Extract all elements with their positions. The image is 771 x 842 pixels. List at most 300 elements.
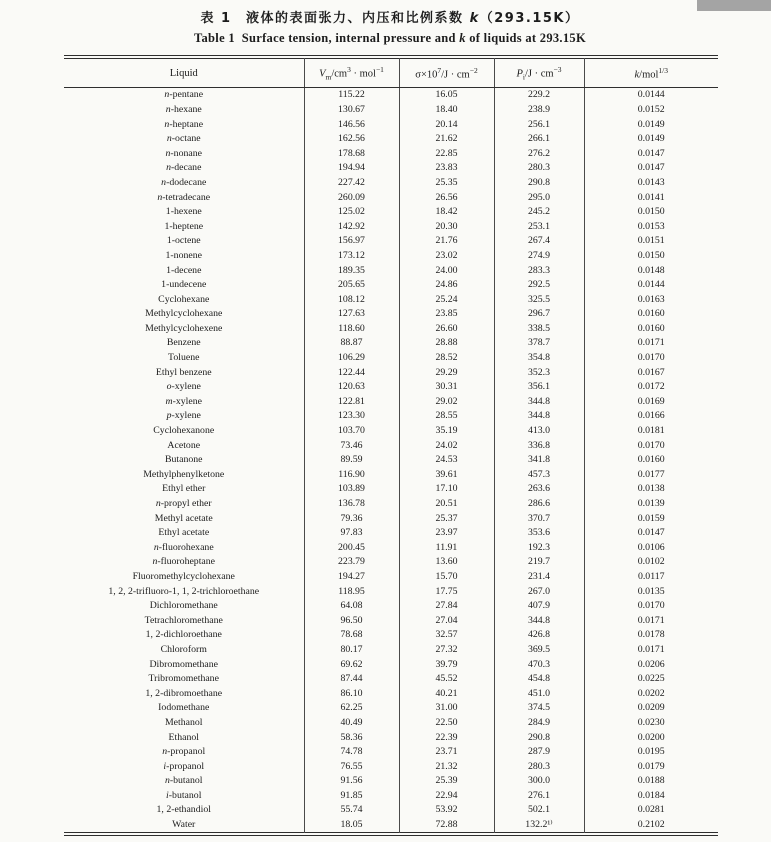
liquids-data-table — [64, 58, 718, 833]
k-value: 0.0172 — [584, 380, 718, 395]
vm-value: 178.68 — [304, 146, 399, 161]
liquid-name: Dichloromethane — [149, 600, 218, 612]
sigma-value: 24.86 — [399, 278, 494, 293]
table-row — [64, 613, 718, 628]
liquid-name: n-propanol — [162, 746, 206, 758]
liquid-name: Chloroform — [160, 643, 207, 655]
pi-value: 192.3 — [494, 540, 584, 555]
vm-value: 55.74 — [304, 803, 399, 818]
table-row — [64, 584, 718, 599]
table-title-chinese: 表 1 液体的表面张力、内压和比例系数 k（293.15K） — [200, 11, 580, 26]
sigma-value: 30.31 — [399, 380, 494, 395]
k-value: 0.0159 — [584, 511, 718, 526]
liquid-name: Ethanol — [168, 731, 199, 743]
sigma-value: 24.02 — [399, 438, 494, 453]
sigma-value: 26.60 — [399, 322, 494, 337]
pi-value: 352.3 — [494, 365, 584, 380]
liquid-name: Tetrachloromethane — [144, 614, 223, 626]
vm-value: 40.49 — [304, 716, 399, 731]
vm-value: 156.97 — [304, 234, 399, 249]
vm-value: 194.94 — [304, 161, 399, 176]
vm-value: 122.44 — [304, 365, 399, 380]
k-value: 0.0179 — [584, 759, 718, 774]
liquid-name: Benzene — [166, 337, 201, 349]
k-value: 0.0170 — [584, 599, 718, 614]
k-value: 0.0144 — [584, 88, 718, 103]
table-row — [64, 643, 718, 658]
vm-value: 130.67 — [304, 103, 399, 118]
liquid-name: Ethyl ether — [162, 483, 206, 495]
liquid-name: o-xylene — [166, 381, 201, 393]
liquid-name: n-fluoroheptane — [152, 556, 216, 568]
k-value: 0.0117 — [584, 570, 718, 585]
pi-value: 238.9 — [494, 103, 584, 118]
table-row — [64, 190, 718, 205]
liquid-name: Methylcyclohexane — [145, 308, 223, 320]
pi-value: 336.8 — [494, 438, 584, 453]
pi-value: 325.5 — [494, 292, 584, 307]
table-row — [64, 745, 718, 760]
pi-value: 292.5 — [494, 278, 584, 293]
sigma-value: 27.84 — [399, 599, 494, 614]
table-row — [64, 657, 718, 672]
k-value: 0.0144 — [584, 278, 718, 293]
vm-value: 205.65 — [304, 278, 399, 293]
sigma-value: 13.60 — [399, 555, 494, 570]
table-row — [64, 409, 718, 424]
sigma-value: 22.39 — [399, 730, 494, 745]
liquid-name: Cyclohexane — [158, 293, 210, 305]
pi-value: 354.8 — [494, 351, 584, 366]
pi-value: 276.2 — [494, 146, 584, 161]
vm-value: 223.79 — [304, 555, 399, 570]
liquid-name: n-hexane — [165, 103, 202, 115]
table-row — [64, 161, 718, 176]
column-header-k-coefficient: k/mol$^{1/3}$ — [584, 59, 718, 88]
sigma-value: 23.71 — [399, 745, 494, 760]
vm-value: 115.22 — [304, 88, 399, 103]
liquid-name: 1-octene — [166, 235, 201, 247]
k-value: 0.0170 — [584, 438, 718, 453]
liquid-name: Methylcyclohexene — [145, 322, 223, 334]
k-value: 0.0151 — [584, 234, 718, 249]
k-value: 0.0138 — [584, 482, 718, 497]
column-header-molar-volume: $V_m/cm^3 \cdot mol^{-1}$ — [304, 59, 399, 88]
sigma-value: 45.52 — [399, 672, 494, 687]
table-title-english: Table 1 Surface tension, internal pressure and k of liquids at 293.15K — [194, 31, 586, 45]
k-value: 0.0150 — [584, 205, 718, 220]
table-row — [64, 88, 718, 103]
table-row — [64, 526, 718, 541]
liquid-name: n-octane — [166, 133, 201, 145]
sigma-value: 16.05 — [399, 88, 494, 103]
vm-value: 86.10 — [304, 686, 399, 701]
sigma-value: 18.40 — [399, 103, 494, 118]
sigma-value: 28.52 — [399, 351, 494, 366]
vm-value: 227.42 — [304, 176, 399, 191]
vm-value: 118.95 — [304, 584, 399, 599]
k-value: 0.0166 — [584, 409, 718, 424]
vm-value: 58.36 — [304, 730, 399, 745]
pi-value: 287.9 — [494, 745, 584, 760]
pi-value: 245.2 — [494, 205, 584, 220]
table-row — [64, 351, 718, 366]
sigma-value: 23.97 — [399, 526, 494, 541]
table-row — [64, 570, 718, 585]
table-row — [64, 438, 718, 453]
vm-value: 142.92 — [304, 219, 399, 234]
sigma-value: 22.50 — [399, 716, 494, 731]
k-value: 0.0163 — [584, 292, 718, 307]
table-row — [64, 292, 718, 307]
liquid-name: i-butanol — [166, 789, 202, 801]
liquid-name: n-dodecane — [161, 176, 207, 188]
pi-value: 378.7 — [494, 336, 584, 351]
sigma-value: 39.79 — [399, 657, 494, 672]
pi-value: 353.6 — [494, 526, 584, 541]
table-row — [64, 365, 718, 380]
sigma-value: 27.32 — [399, 643, 494, 658]
k-value: 0.0147 — [584, 161, 718, 176]
vm-value: 103.70 — [304, 424, 399, 439]
liquid-name: Methyl acetate — [154, 512, 213, 524]
table-row — [64, 453, 718, 468]
k-value: 0.0149 — [584, 132, 718, 147]
vm-value: 200.45 — [304, 540, 399, 555]
sigma-value: 32.57 — [399, 628, 494, 643]
liquid-name: i-propanol — [163, 760, 205, 772]
table-row — [64, 599, 718, 614]
liquid-name: Toluene — [168, 352, 200, 364]
vm-value: 146.56 — [304, 117, 399, 132]
table-row — [64, 263, 718, 278]
sigma-value: 39.61 — [399, 467, 494, 482]
table-row — [64, 686, 718, 701]
sigma-value: 20.30 — [399, 219, 494, 234]
k-value: 0.2102 — [584, 818, 718, 833]
liquid-name: m-xylene — [165, 395, 202, 407]
pi-value: 344.8 — [494, 613, 584, 628]
pi-value: 290.8 — [494, 730, 584, 745]
k-value: 0.0225 — [584, 672, 718, 687]
column-header-surface-tension: $\sigma\times 10^7/J \cdot cm^{-2}$ — [399, 59, 494, 88]
pi-value: 286.6 — [494, 497, 584, 512]
vm-value: 106.29 — [304, 351, 399, 366]
table-row — [64, 103, 718, 118]
pi-value: 276.1 — [494, 789, 584, 804]
k-value: 0.0171 — [584, 613, 718, 628]
pi-value: 290.8 — [494, 176, 584, 191]
sigma-value: 35.19 — [399, 424, 494, 439]
sigma-value: 40.21 — [399, 686, 494, 701]
table-row — [64, 146, 718, 161]
pi-value: 283.3 — [494, 263, 584, 278]
pi-value: 338.5 — [494, 322, 584, 337]
k-value: 0.0150 — [584, 249, 718, 264]
sigma-value: 21.32 — [399, 759, 494, 774]
vm-value: 260.09 — [304, 190, 399, 205]
k-value: 0.0143 — [584, 176, 718, 191]
liquid-name: n-butanol — [164, 775, 203, 787]
column-header-liquid: Liquid — [64, 59, 304, 88]
table-titles — [60, 7, 720, 46]
k-value: 0.0167 — [584, 365, 718, 380]
k-value: 0.0147 — [584, 146, 718, 161]
sigma-value: 18.42 — [399, 205, 494, 220]
vm-value: 118.60 — [304, 322, 399, 337]
vm-value: 194.27 — [304, 570, 399, 585]
liquid-name: Butanone — [164, 454, 203, 466]
pi-value: 219.7 — [494, 555, 584, 570]
pi-value: 132.2¹⁾ — [494, 818, 584, 833]
liquid-name: n-tetradecane — [157, 191, 211, 203]
pi-value: 413.0 — [494, 424, 584, 439]
sigma-value: 24.53 — [399, 453, 494, 468]
vm-value: 125.02 — [304, 205, 399, 220]
liquid-name: 1, 2, 2-trifluoro-1, 1, 2-trichloroethane — [108, 585, 260, 597]
table-row — [64, 322, 718, 337]
liquid-name: n-nonane — [165, 147, 202, 159]
pi-value: 470.3 — [494, 657, 584, 672]
k-value: 0.0139 — [584, 497, 718, 512]
k-value: 0.0206 — [584, 657, 718, 672]
pi-value: 502.1 — [494, 803, 584, 818]
vm-value: 73.46 — [304, 438, 399, 453]
sigma-value: 25.35 — [399, 176, 494, 191]
k-value: 0.0148 — [584, 263, 718, 278]
table-row — [64, 132, 718, 147]
table-row — [64, 672, 718, 687]
liquid-name: Fluoromethylcyclohexane — [132, 570, 235, 582]
liquid-name: 1-nonene — [165, 249, 202, 261]
sigma-value: 17.75 — [399, 584, 494, 599]
pi-value: 300.0 — [494, 774, 584, 789]
vm-value: 80.17 — [304, 643, 399, 658]
k-value: 0.0149 — [584, 117, 718, 132]
table-row — [64, 117, 718, 132]
vm-value: 173.12 — [304, 249, 399, 264]
k-value: 0.0188 — [584, 774, 718, 789]
k-value: 0.0181 — [584, 424, 718, 439]
table-row — [64, 803, 718, 818]
k-value: 0.0160 — [584, 307, 718, 322]
table-row — [64, 176, 718, 191]
vm-value: 120.63 — [304, 380, 399, 395]
k-value: 0.0153 — [584, 219, 718, 234]
sigma-value: 20.51 — [399, 497, 494, 512]
pi-value: 231.4 — [494, 570, 584, 585]
vm-value: 123.30 — [304, 409, 399, 424]
sigma-value: 23.85 — [399, 307, 494, 322]
k-value: 0.0202 — [584, 686, 718, 701]
vm-value: 162.56 — [304, 132, 399, 147]
sigma-value: 20.14 — [399, 117, 494, 132]
vm-value: 91.56 — [304, 774, 399, 789]
liquid-name: 1, 2-dichloroethane — [145, 629, 222, 641]
liquid-name: Cyclohexanone — [153, 425, 215, 437]
table-row — [64, 716, 718, 731]
liquid-name: 1-hexene — [165, 206, 202, 218]
vm-value: 78.68 — [304, 628, 399, 643]
k-value: 0.0200 — [584, 730, 718, 745]
liquid-name: n-decane — [166, 162, 202, 174]
table-row — [64, 205, 718, 220]
table-header — [64, 59, 718, 88]
table-row — [64, 497, 718, 512]
sigma-value: 28.55 — [399, 409, 494, 424]
k-value: 0.0141 — [584, 190, 718, 205]
pi-value: 280.3 — [494, 161, 584, 176]
liquid-name: n-heptane — [164, 118, 204, 130]
vm-value: 62.25 — [304, 701, 399, 716]
table-row — [64, 394, 718, 409]
table-row — [64, 789, 718, 804]
liquid-name: Ethyl benzene — [155, 366, 212, 378]
sigma-value: 27.04 — [399, 613, 494, 628]
pi-value: 266.1 — [494, 132, 584, 147]
liquid-name: Ethyl acetate — [158, 527, 210, 539]
vm-value: 79.36 — [304, 511, 399, 526]
sigma-value: 31.00 — [399, 701, 494, 716]
vm-value: 74.78 — [304, 745, 399, 760]
sigma-value: 22.94 — [399, 789, 494, 804]
vm-value: 97.83 — [304, 526, 399, 541]
sigma-value: 25.37 — [399, 511, 494, 526]
liquid-name: Methylphenylketone — [143, 468, 225, 480]
pi-value: 253.1 — [494, 219, 584, 234]
vm-value: 189.35 — [304, 263, 399, 278]
sigma-value: 21.76 — [399, 234, 494, 249]
vm-value: 116.90 — [304, 467, 399, 482]
pi-value: 256.1 — [494, 117, 584, 132]
table-row — [64, 701, 718, 716]
vm-value: 91.85 — [304, 789, 399, 804]
pi-value: 370.7 — [494, 511, 584, 526]
sigma-value: 25.24 — [399, 292, 494, 307]
vm-value: 76.55 — [304, 759, 399, 774]
vm-value: 127.63 — [304, 307, 399, 322]
k-value: 0.0230 — [584, 716, 718, 731]
pi-value: 295.0 — [494, 190, 584, 205]
pi-value: 344.8 — [494, 394, 584, 409]
table-row — [64, 380, 718, 395]
table-row — [64, 511, 718, 526]
sigma-value: 22.85 — [399, 146, 494, 161]
sigma-value: 11.91 — [399, 540, 494, 555]
vm-value: 18.05 — [304, 818, 399, 833]
pi-value: 284.9 — [494, 716, 584, 731]
k-value: 0.0170 — [584, 351, 718, 366]
liquid-name: Water — [172, 819, 196, 831]
sigma-value: 23.83 — [399, 161, 494, 176]
sigma-value: 21.62 — [399, 132, 494, 147]
sigma-value: 15.70 — [399, 570, 494, 585]
table-row — [64, 759, 718, 774]
liquid-name: n-fluorohexane — [153, 541, 214, 553]
table-row — [64, 234, 718, 249]
liquid-name: 1, 2-dibromoethane — [145, 687, 223, 699]
liquid-name: p-xylene — [166, 410, 201, 422]
table-row — [64, 467, 718, 482]
k-value: 0.0160 — [584, 322, 718, 337]
table-row — [64, 424, 718, 439]
k-value: 0.0171 — [584, 336, 718, 351]
pi-value: 263.6 — [494, 482, 584, 497]
table-row — [64, 818, 718, 833]
liquid-name: 1, 2-ethandiol — [156, 804, 211, 816]
pi-value: 229.2 — [494, 88, 584, 103]
vm-value: 96.50 — [304, 613, 399, 628]
column-header-internal-pressure: $P_i/J \cdot cm^{-3}$ — [494, 59, 584, 88]
table-row — [64, 307, 718, 322]
k-value: 0.0160 — [584, 453, 718, 468]
pi-value: 341.8 — [494, 453, 584, 468]
k-value: 0.0102 — [584, 555, 718, 570]
liquid-name: 1-heptene — [164, 220, 204, 232]
k-value: 0.0135 — [584, 584, 718, 599]
liquid-name: 1-decene — [166, 264, 202, 276]
k-value: 0.0195 — [584, 745, 718, 760]
liquid-name: n-pentane — [164, 89, 204, 101]
table-row — [64, 278, 718, 293]
table-row — [64, 249, 718, 264]
k-value: 0.0209 — [584, 701, 718, 716]
header-row — [64, 59, 718, 88]
table-row — [64, 219, 718, 234]
k-value: 0.0169 — [584, 394, 718, 409]
table-row — [64, 774, 718, 789]
sigma-value: 24.00 — [399, 263, 494, 278]
vm-value: 87.44 — [304, 672, 399, 687]
vm-value: 69.62 — [304, 657, 399, 672]
sigma-value: 28.88 — [399, 336, 494, 351]
pi-value: 274.9 — [494, 249, 584, 264]
k-value: 0.0178 — [584, 628, 718, 643]
pi-value: 426.8 — [494, 628, 584, 643]
liquid-name: Tribromomethane — [148, 673, 219, 685]
pi-value: 356.1 — [494, 380, 584, 395]
k-value: 0.0147 — [584, 526, 718, 541]
k-value: 0.0281 — [584, 803, 718, 818]
pi-value: 280.3 — [494, 759, 584, 774]
vm-value: 122.81 — [304, 394, 399, 409]
table-row — [64, 628, 718, 643]
k-value: 0.0184 — [584, 789, 718, 804]
pi-value: 369.5 — [494, 643, 584, 658]
sigma-value: 29.29 — [399, 365, 494, 380]
pi-value: 451.0 — [494, 686, 584, 701]
liquid-name: Dibromomethane — [149, 658, 219, 670]
sigma-value: 17.10 — [399, 482, 494, 497]
pi-value: 454.8 — [494, 672, 584, 687]
liquid-name: Acetone — [167, 439, 201, 451]
table-row — [64, 336, 718, 351]
k-value: 0.0171 — [584, 643, 718, 658]
vm-value: 89.59 — [304, 453, 399, 468]
k-value: 0.0106 — [584, 540, 718, 555]
pi-value: 267.4 — [494, 234, 584, 249]
vm-value: 88.87 — [304, 336, 399, 351]
pi-value: 344.8 — [494, 409, 584, 424]
table-row — [64, 730, 718, 745]
table-row — [64, 555, 718, 570]
liquid-name: n-propyl ether — [155, 498, 212, 510]
pi-value: 407.9 — [494, 599, 584, 614]
liquid-name: Iodomethane — [158, 702, 210, 714]
table-body — [64, 88, 718, 833]
vm-value: 108.12 — [304, 292, 399, 307]
sigma-value: 26.56 — [399, 190, 494, 205]
